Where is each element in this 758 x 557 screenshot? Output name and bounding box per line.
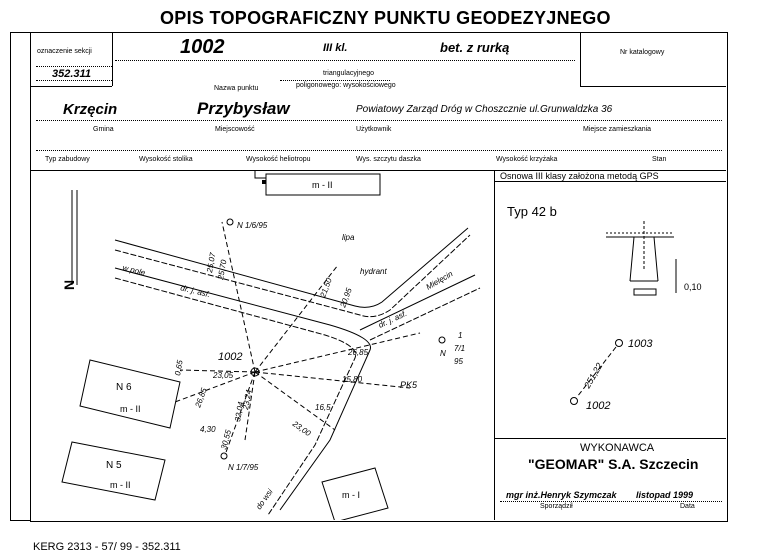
svg-text:dr. j. asf.: dr. j. asf.: [377, 308, 409, 330]
user-label: Użytkownik: [356, 126, 392, 133]
svg-text:m - I: m - I: [342, 490, 360, 500]
svg-text:N: N: [61, 279, 77, 290]
residence-label: Miejsce zamieszkania: [583, 126, 652, 133]
town-label: Miejscowość: [215, 126, 255, 133]
type-text: Typ 42 b: [507, 204, 557, 219]
town-value: Przybysław: [197, 99, 290, 118]
author-text: mgr inż.Henryk Szymczak: [506, 490, 617, 500]
gmina-value: Krzęcin: [63, 101, 118, 118]
svg-text:23,24: 23,24: [241, 389, 254, 411]
type-polygon: poligonowego: wysokościowego: [296, 82, 396, 89]
table-height-label: Wysokość stolika: [139, 156, 193, 163]
stabilization-text: bet. z rurką: [440, 40, 510, 55]
svg-text:w pole: w pole: [121, 263, 147, 278]
roof-height-label: Wys. szczytu daszka: [356, 156, 421, 163]
building-n6: [80, 360, 180, 428]
point-main-label: 1002: [218, 351, 243, 363]
svg-text:21,50: 21,50: [318, 276, 334, 299]
gmina-label: Gmina: [93, 126, 114, 133]
svg-text:PK5: PK5: [400, 380, 418, 390]
offset-text: 0,10: [684, 282, 702, 292]
svg-text:N 6: N 6: [116, 382, 132, 393]
type-triangulation: triangulacyjnego: [323, 70, 374, 77]
svg-text:30,55: 30,55: [219, 428, 234, 451]
building-n5: [62, 442, 165, 500]
svg-text:N: N: [440, 349, 446, 358]
svg-text:1: 1: [458, 331, 463, 340]
distance-text: 251,22: [582, 361, 605, 390]
company-text: "GEOMAR" S.A. Szczecin: [528, 456, 699, 472]
svg-text:15,80: 15,80: [342, 375, 363, 384]
section-label: oznaczenie sekcji: [37, 48, 92, 55]
date-label: Data: [680, 503, 695, 510]
svg-text:25,07: 25,07: [205, 252, 218, 274]
svg-text:26,85: 26,85: [193, 386, 209, 409]
user-value: Powiatowy Zarząd Dróg w Choszcznie ul.Grunwaldzka 36: [356, 104, 613, 115]
right-panel-drawing: [494, 181, 726, 438]
reference-text: KERG 2313 - 57/ 99 - 352.311: [33, 541, 181, 553]
heliotrope-height-label: Wysokość heliotropu: [246, 156, 311, 163]
svg-text:16,5: 16,5: [315, 403, 331, 412]
state-label: Stan: [652, 156, 667, 163]
svg-text:25,70: 25,70: [216, 259, 229, 281]
page-title: OPIS TOPOGRAFICZNY PUNKTU GEODEZYJNEGO: [160, 8, 611, 28]
north-arrow-icon: [72, 190, 77, 285]
svg-text:23,00: 23,00: [290, 419, 313, 439]
p1003-text: 1003: [628, 338, 653, 350]
svg-text:26,85: 26,85: [348, 348, 369, 357]
svg-text:N 1/6/95: N 1/6/95: [237, 221, 268, 230]
svg-text:N 1/7/95: N 1/7/95: [228, 463, 259, 472]
build-type-label: Typ zabudowy: [45, 156, 90, 163]
building-m1: [322, 468, 388, 520]
svg-text:m - II: m - II: [312, 180, 333, 190]
svg-text:32,04: 32,04: [233, 401, 246, 423]
building-top: [255, 170, 380, 195]
svg-text:do wsi: do wsi: [254, 487, 275, 512]
p1002-text: 1002: [586, 400, 611, 412]
svg-text:7/1: 7/1: [454, 344, 466, 353]
svg-text:hydrant: hydrant: [360, 267, 387, 276]
catalog-label: Nr katalogowy: [620, 49, 665, 56]
author-label: Sporządził: [540, 503, 573, 510]
svg-text:95: 95: [454, 357, 463, 366]
wykonawca-label: WYKONAWCA: [580, 442, 655, 454]
svg-text:4,30: 4,30: [200, 425, 216, 434]
svg-text:m - II: m - II: [120, 404, 141, 414]
point-name-label: Nazwa punktu: [214, 85, 259, 92]
svg-text:Mielęcin: Mielęcin: [424, 269, 455, 292]
svg-text:23,05: 23,05: [213, 371, 234, 380]
date-text: listopad 1999: [636, 490, 694, 500]
point-number: 1002: [180, 36, 225, 58]
svg-text:dr. j. asf.: dr. j. asf.: [179, 283, 212, 300]
svg-text:0,65: 0,65: [173, 359, 185, 377]
svg-text:20,95: 20,95: [338, 286, 354, 309]
section-value: 352.311: [52, 68, 91, 80]
site-sketch: [30, 170, 494, 520]
svg-text:m - II: m - II: [110, 480, 131, 490]
svg-text:lipa: lipa: [342, 233, 355, 242]
cross-height-label: Wysokość krzyżaka: [496, 156, 558, 163]
osnowa-text: Osnowa III klasy założona metodą GPS: [500, 171, 659, 181]
class-text: III kl.: [323, 42, 348, 54]
svg-text:N 5: N 5: [106, 460, 122, 471]
